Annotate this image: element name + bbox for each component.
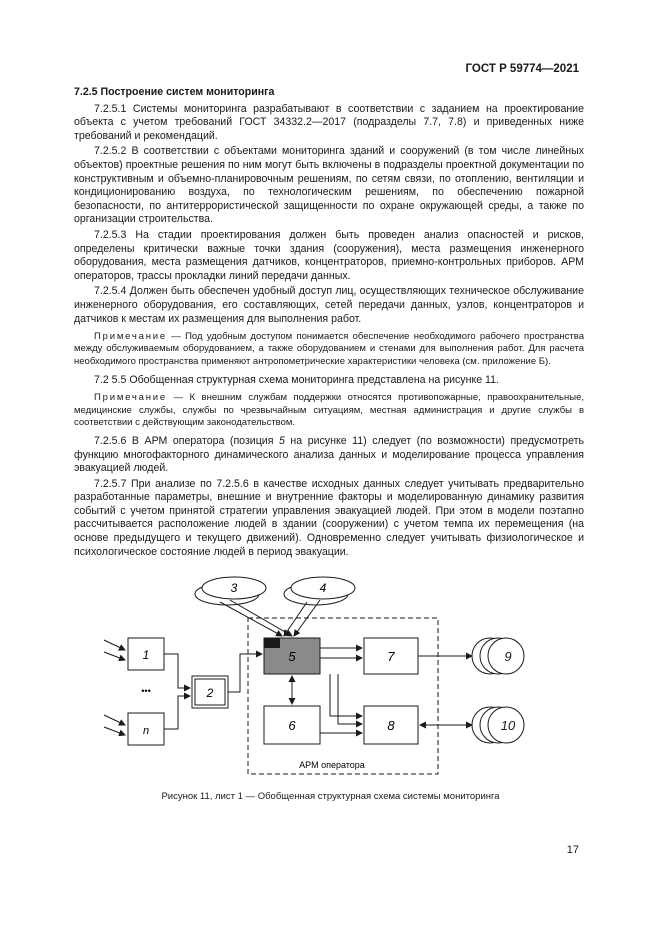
- box-n: [128, 713, 164, 745]
- p6-position-number: 5: [278, 434, 285, 447]
- label-3: 3: [230, 581, 238, 595]
- note-access: [74, 331, 584, 368]
- box-2: [192, 676, 228, 708]
- external-connectors: [418, 656, 472, 725]
- label-5: 5: [288, 649, 296, 664]
- label-n: n: [142, 725, 150, 737]
- note-text: — К внешним службам поддержки относятся противопожарные, правоохранительные, медицинские службы, службы по чрезвычайным ситуациям, местная администрация и другие службы в соответствии с действующим законодательством.: [74, 392, 584, 428]
- paragraph-7-2-5-2: 7.2.5.2 В соответствии с объектами мониторинга зданий и сооружений (в том числе линейных объектов) проектные решения по ним могут быть включены в подразделы проектной документации по конструктивным и объемно-планировочным решениям, по сетям связи, по отоплению, вентиляции и кондиционированию воздуха, по технологическим решениям, по обеспечению пожарной безопасности, по антитеррористической защищенности по охране окружающей среды, а также по организации строительства.: [74, 145, 584, 226]
- paragraph-7-2-5-3: 7.2.5.3 На стадии проектирования должен быть проведен анализ опасностей и рисков, определены критически важные точки здания (сооружения), места размещения инженерного оборудования, места размещения датчиков, концентраторов, приемно-контрольных приборов. АРМ операторов, трассы прокладки линий передачи данных.: [74, 228, 584, 282]
- input-arrows-1: [104, 640, 125, 660]
- paragraph-7-2-5-1: 7.2.5.1 Системы мониторинга разрабатывают в соответствии с заданием на проектирование объекта с учетом требований ГОСТ 34332.2—2017 (подразделы 7.7, 7.8) и приведенных ниже требований и рекомендаций.: [74, 102, 584, 142]
- input-arrows-n: [104, 715, 125, 735]
- service-group-9: [472, 638, 524, 674]
- note-services: [74, 392, 584, 429]
- document-id: ГОСТ Р 59774—2021: [465, 63, 579, 75]
- label-2: 2: [206, 686, 214, 700]
- body-text: [74, 86, 584, 561]
- label-4: 4: [319, 581, 327, 595]
- arm-label: АРМ оператора: [299, 760, 365, 770]
- page-number: 17: [566, 844, 579, 856]
- label-8: 8: [387, 718, 395, 733]
- section-heading: 7.2.5 Построение систем мониторинга: [74, 86, 275, 98]
- note-label: Примечание: [94, 392, 167, 404]
- service-group-10: [472, 707, 524, 743]
- label-7: 7: [387, 649, 395, 664]
- paragraph-7-2-5-7: 7.2.5.7 При анализе по 7.2.5.6 в качестве исходных данных следует учитывать предварительно разработанные параметры, внешние и внутренние факторы и моделированную динамику развития событий с учетом принятой стратегии управления эвакуацией людей. При этом в модели поэтапно рассчитывается расположение людей в здании (сооружении) с учетом темпа их перемещения (на основе предыдущего и текущего движений). Одновременно следует учитывать физиологическое и психологическое состояние людей в период эвакуации.: [74, 477, 584, 558]
- label-1: 1: [142, 648, 150, 662]
- p6-part-a: 7.2.5.6 В АРМ оператора (позиция: [94, 434, 279, 447]
- label-10: 10: [500, 718, 516, 733]
- label-9: 9: [504, 649, 512, 664]
- box-8: [364, 706, 418, 744]
- monitoring-structure-diagram: [92, 568, 572, 783]
- ellipsis-dots: •••: [141, 686, 151, 696]
- paragraph-7-2-5-5: 7.2 5.5 Обобщенная структурная схема мониторинга представлена на рисунке 11.: [94, 373, 499, 386]
- box-7: [364, 638, 418, 674]
- label-6: 6: [288, 718, 296, 733]
- paragraph-7-2-5-4: 7.2.5.4 Должен быть обеспечен удобный доступ лиц, осуществляющих техническое обслуживание инженерного оборудования, его составляющих, сетей передачи данных, узлов, концентраторов и датчиков к местам их размещения для выполнения работ.: [74, 285, 584, 325]
- p6-part-b: на рисунке 11) следует (по возможности) предусмотреть функцию многофакторного динамического анализа данных и моделирование процесса управления эвакуацией людей.: [74, 434, 584, 475]
- note-label: Примечание: [94, 331, 167, 343]
- figure-caption: Рисунок 11, лист 1 — Обобщенная структурная схема системы мониторинга: [161, 791, 500, 802]
- box-1: [128, 638, 164, 670]
- paragraph-7-2-5-6: [74, 435, 584, 476]
- box-5: [264, 638, 320, 674]
- box-6: [264, 706, 320, 744]
- note-text: — Под удобным доступом понимается обеспечение необходимого рабочего пространства между обслуживаемым оборудованием, а также оборудованием и стенами для выполнения работ. Для расчета необходимого пространства применяют антропометрические характеристики человека (см. приложение Б).: [74, 331, 584, 367]
